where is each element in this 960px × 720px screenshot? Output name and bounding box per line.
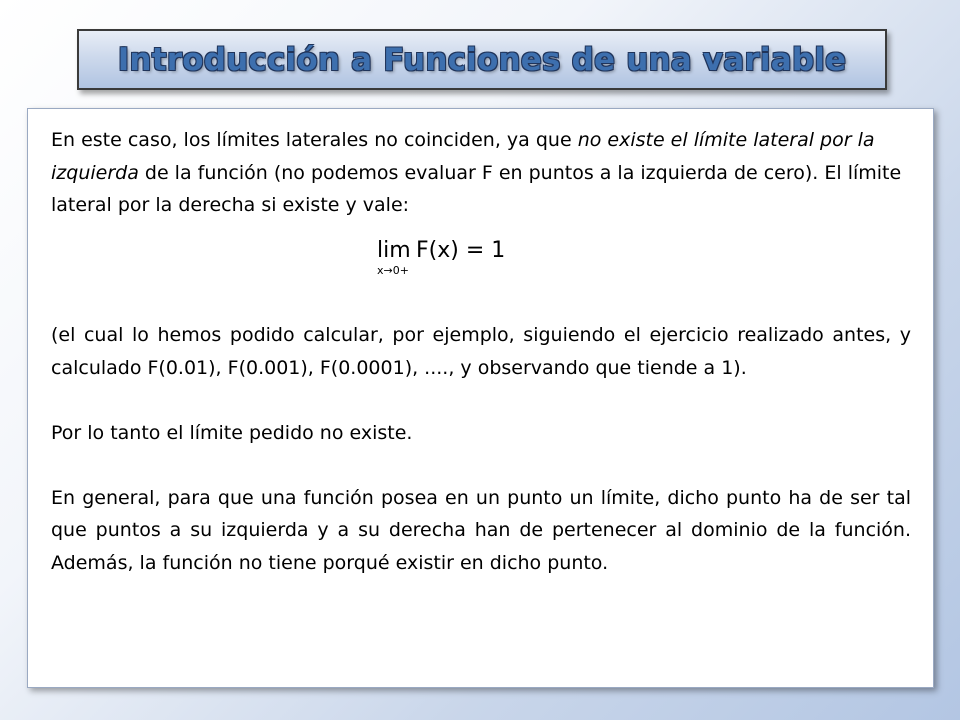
paragraph-gap: [51, 449, 911, 482]
paragraph-intro: [51, 124, 911, 222]
slide-title-box: [77, 29, 887, 90]
paragraph-general: En general, para que una función posea en un punto un límite, dicho punto ha de ser tal que puntos a su izquierda y a su derecha han de pertenecer al dominio de la función. Además, la función no tiene porqué existir en dicho punto.: [51, 486, 911, 574]
paragraph-intro-part2: de la función (no podemos evaluar F en puntos a la izquierda de cero). El límite lateral por la derecha si existe y vale:: [51, 161, 902, 216]
paragraph-intro-emphasis: no existe el límite lateral por la izquierda: [51, 129, 875, 184]
paragraph-conclusion: Por lo tanto el límite pedido no existe.: [51, 421, 413, 444]
paragraph-intro-part1: En este caso, los límites laterales no coinciden, ya que: [51, 129, 578, 151]
paragraph-calculation: (el cual lo hemos podido calcular, por ejemplo, siguiendo el ejercicio realizado antes, y calculado F(0.01), F(0.001), F(0.0001), ...., y observando que tiende a 1).: [51, 324, 911, 379]
paragraph-gap: [51, 384, 911, 417]
limit-subscript: x→0+: [377, 264, 409, 277]
limit-expression: F(x) = 1: [416, 238, 506, 263]
slide-body: [51, 124, 911, 579]
slide-title: Introducción a Funciones de una variable: [117, 41, 847, 78]
limit-formula: [377, 236, 537, 282]
limit-operator: lim: [377, 238, 411, 263]
